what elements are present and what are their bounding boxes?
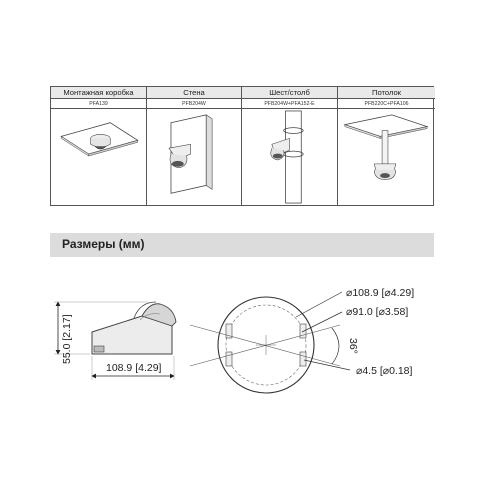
- header-wall: Стена: [147, 87, 242, 99]
- top-inner-diameter-label: ⌀91.0 [⌀3.58]: [346, 306, 409, 318]
- header-ceiling: Потолок: [338, 87, 435, 99]
- angle-label: 36°: [347, 338, 359, 354]
- side-view-drawing: [92, 302, 176, 354]
- side-width-label: 108.9 [4.29]: [106, 362, 162, 374]
- side-height-label: 55.0 [2.17]: [61, 314, 73, 364]
- code-junction-box: PFA139: [51, 99, 147, 109]
- header-junction-box: Монтажная коробка: [51, 87, 147, 99]
- code-pole: PFB204W+PFA152-E: [242, 99, 338, 109]
- hole-diameter-label: ⌀4.5 [⌀0.18]: [356, 365, 413, 377]
- code-wall: PFB204W: [147, 99, 242, 109]
- dimensions-title: Размеры (мм): [62, 237, 145, 251]
- header-pole: Шест/столб: [242, 87, 338, 99]
- top-outer-diameter-label: ⌀108.9 [⌀4.29]: [346, 287, 415, 299]
- code-ceiling: PFB220C+PFA106: [338, 99, 435, 109]
- top-view-drawing: [190, 297, 340, 393]
